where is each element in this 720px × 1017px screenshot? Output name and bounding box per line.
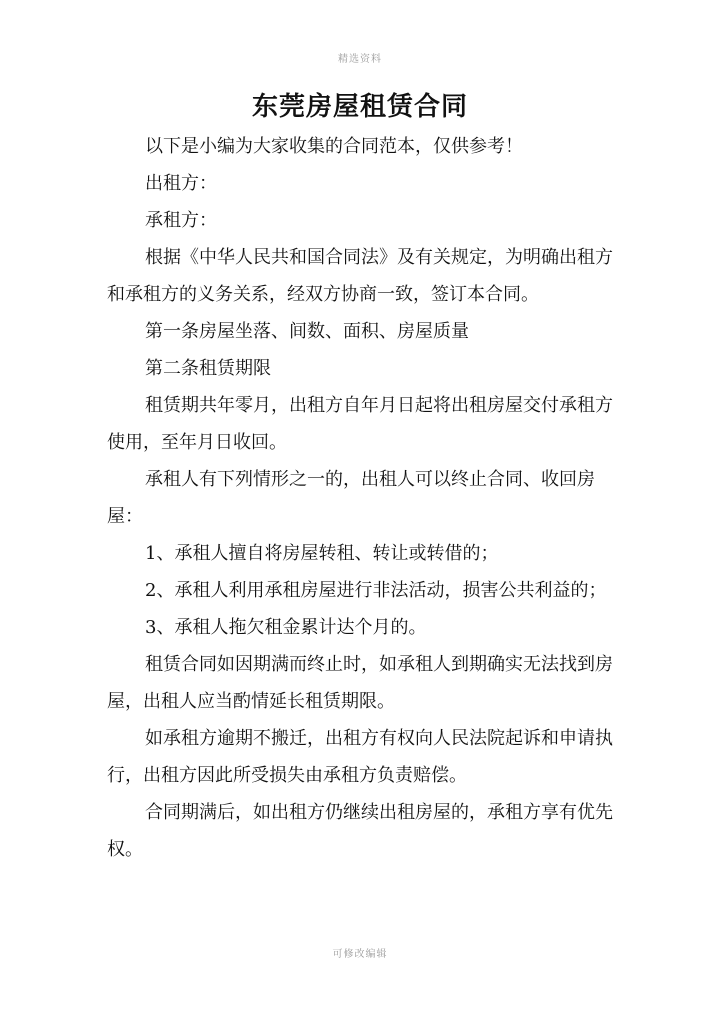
document-body (107, 128, 627, 868)
paragraph-article-1: 第一条房屋坐落、间数、面积、房屋质量 (145, 321, 469, 342)
paragraph-extension: 租赁合同如因期满而终止时，如承租人到期确实无法找到房屋，出租人应当酌情延长租赁期限。 (107, 654, 613, 712)
document-title: 东莞房屋租赁合同 (251, 92, 468, 122)
paragraph-condition-1: 1、承租人擅自将房屋转租、转让或转借的； (145, 543, 499, 564)
paragraph-condition-3: 3、承租人拖欠租金累计达个月的。 (145, 617, 427, 638)
paragraph-basis: 根据《中华人民共和国合同法》及有关规定，为明确出租方和承租方的义务关系，经双方协商一致，签订本合同。 (107, 247, 613, 305)
paragraph-priority: 合同期满后，如出租方仍继续出租房屋的，承租方享有优先权。 (107, 802, 613, 860)
paragraph-lessor: 出租方： (145, 173, 217, 194)
paragraph-intro: 以下是小编为大家收集的合同范本，仅供参考！ (145, 136, 523, 157)
paragraph-condition-2: 2、承租人利用承租房屋进行非法活动，损害公共利益的； (145, 580, 607, 601)
paragraph-lessee: 承租方： (145, 210, 217, 231)
header-note: 精选资料 (338, 54, 382, 65)
paragraph-overdue: 如承租方逾期不搬迁，出租方有权向人民法院起诉和申请执行，出租方因此所受损失由承租方负责赔偿。 (107, 728, 613, 786)
paragraph-article-2: 第二条租赁期限 (145, 358, 271, 379)
paragraph-termination-conditions: 承租人有下列情形之一的，出租人可以终止合同、收回房屋： (107, 469, 595, 527)
footer-note: 可修改编辑 (332, 949, 388, 960)
paragraph-lease-term: 租赁期共年零月，出租方自年月日起将出租房屋交付承租方使用，至年月日收回。 (107, 395, 613, 453)
